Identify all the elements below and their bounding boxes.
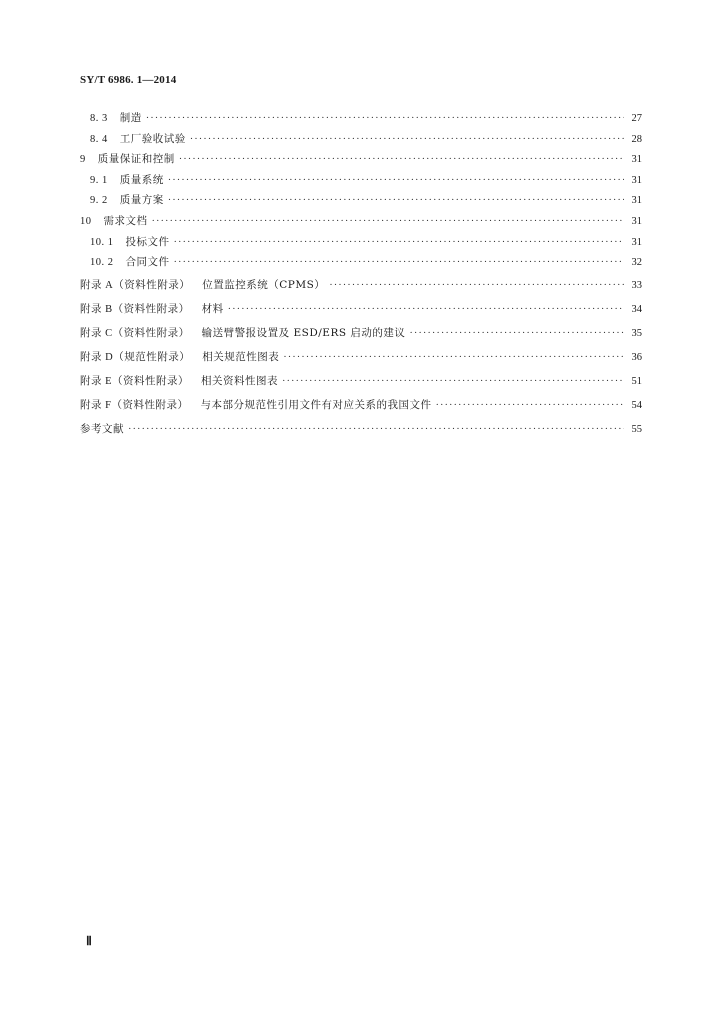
toc-entry[interactable] bbox=[80, 149, 642, 170]
toc-entry-page: 33 bbox=[631, 279, 642, 291]
toc-entry-title: 工厂验收试验 bbox=[119, 132, 186, 145]
toc-leader-dots bbox=[190, 130, 624, 151]
toc-entry-title: 投标文件 bbox=[125, 235, 170, 248]
toc-leader-dots bbox=[282, 370, 624, 394]
toc-entry-title: 质量方案 bbox=[119, 194, 164, 207]
toc-entry-number: 10. 1 bbox=[90, 236, 114, 248]
toc-entry-page: 32 bbox=[631, 257, 642, 269]
toc-entry-page: 51 bbox=[631, 375, 642, 387]
toc-entry-title: 材料 bbox=[201, 302, 224, 315]
toc-entry-title: 质量保证和控制 bbox=[97, 153, 175, 166]
toc-leader-dots bbox=[168, 191, 624, 212]
toc-entry-number: 9. 1 bbox=[90, 174, 108, 186]
toc-leader-dots bbox=[329, 274, 624, 298]
page-number: Ⅱ bbox=[86, 934, 92, 948]
toc-entry[interactable] bbox=[80, 108, 642, 129]
toc-entry-title: 位置监控系统（CPMS） bbox=[202, 278, 326, 291]
toc-entry-title: 质量系统 bbox=[119, 173, 164, 186]
toc-entry-number: 10. 2 bbox=[90, 257, 114, 269]
toc-entry-number: 8. 4 bbox=[90, 133, 108, 145]
toc-entry-page: 31 bbox=[631, 195, 642, 207]
table-of-contents bbox=[80, 108, 642, 441]
toc-entry[interactable] bbox=[80, 417, 642, 441]
toc-entry-number: 9 bbox=[80, 154, 86, 166]
toc-leader-dots bbox=[409, 322, 624, 346]
toc-entry-page: 36 bbox=[631, 351, 642, 363]
toc-leader-dots bbox=[128, 418, 624, 442]
toc-entry[interactable] bbox=[80, 232, 642, 253]
toc-entry-number: 附录 D（规范性附录） bbox=[80, 351, 191, 363]
toc-entry-number: 10 bbox=[80, 215, 92, 227]
toc-leader-dots bbox=[283, 346, 624, 370]
toc-entry-number: 8. 3 bbox=[90, 113, 108, 124]
toc-entry[interactable] bbox=[80, 297, 642, 321]
toc-leader-dots bbox=[228, 298, 624, 322]
toc-entry-page: 54 bbox=[631, 399, 642, 411]
toc-entry[interactable] bbox=[80, 393, 642, 417]
toc-entry[interactable] bbox=[80, 345, 642, 369]
toc-entry-number: 附录 E（资料性附录） bbox=[80, 375, 190, 387]
toc-entry-number: 附录 B（资料性附录） bbox=[80, 303, 190, 315]
toc-entry[interactable] bbox=[80, 252, 642, 273]
toc-entry-number: 9. 2 bbox=[90, 195, 108, 207]
toc-entry-page: 31 bbox=[631, 154, 642, 166]
toc-entry-number: 附录 A（资料性附录） bbox=[80, 279, 191, 291]
toc-leader-dots bbox=[174, 233, 625, 254]
toc-leader-dots bbox=[179, 150, 624, 171]
toc-entry[interactable] bbox=[80, 273, 642, 297]
toc-entry-title: 需求文档 bbox=[103, 214, 148, 227]
toc-entry-number: 附录 F（资料性附录） bbox=[80, 399, 189, 411]
toc-leader-dots bbox=[146, 109, 624, 130]
toc-entry-page: 34 bbox=[631, 303, 642, 315]
toc-entry-title: 与本部分规范性引用文件有对应关系的我国文件 bbox=[200, 398, 432, 411]
toc-entry[interactable] bbox=[80, 170, 642, 191]
toc-entry-page: 31 bbox=[631, 236, 642, 248]
toc-entry-number: 附录 C（资料性附录） bbox=[80, 327, 190, 339]
document-header: SY/T 6986. 1—2014 bbox=[80, 74, 177, 86]
toc-entry[interactable] bbox=[80, 321, 642, 345]
toc-entry[interactable] bbox=[80, 190, 642, 211]
toc-entry[interactable] bbox=[80, 129, 642, 150]
toc-entry[interactable] bbox=[80, 369, 642, 393]
toc-entry[interactable] bbox=[80, 211, 642, 232]
toc-entry-title: 输送臂警报设置及 ESD/ERS 启动的建议 bbox=[201, 326, 406, 339]
toc-entry-title: 相关规范性图表 bbox=[202, 350, 280, 363]
toc-leader-dots bbox=[152, 212, 625, 233]
toc-entry-title: 参考文献 bbox=[80, 422, 124, 435]
toc-entry-page: 31 bbox=[631, 174, 642, 186]
toc-entry-page: 55 bbox=[631, 423, 642, 435]
toc-entry-page: 28 bbox=[631, 133, 642, 145]
toc-leader-dots bbox=[435, 394, 624, 418]
toc-entry-page: 31 bbox=[631, 215, 642, 227]
toc-entry-title: 相关资料性图表 bbox=[201, 374, 279, 387]
toc-entry-title: 制造 bbox=[119, 112, 142, 124]
toc-entry-page: 27 bbox=[631, 113, 642, 124]
toc-leader-dots bbox=[168, 171, 624, 192]
toc-entry-title: 合同文件 bbox=[125, 256, 170, 269]
toc-entry-page: 35 bbox=[631, 327, 642, 339]
toc-leader-dots bbox=[174, 253, 625, 274]
